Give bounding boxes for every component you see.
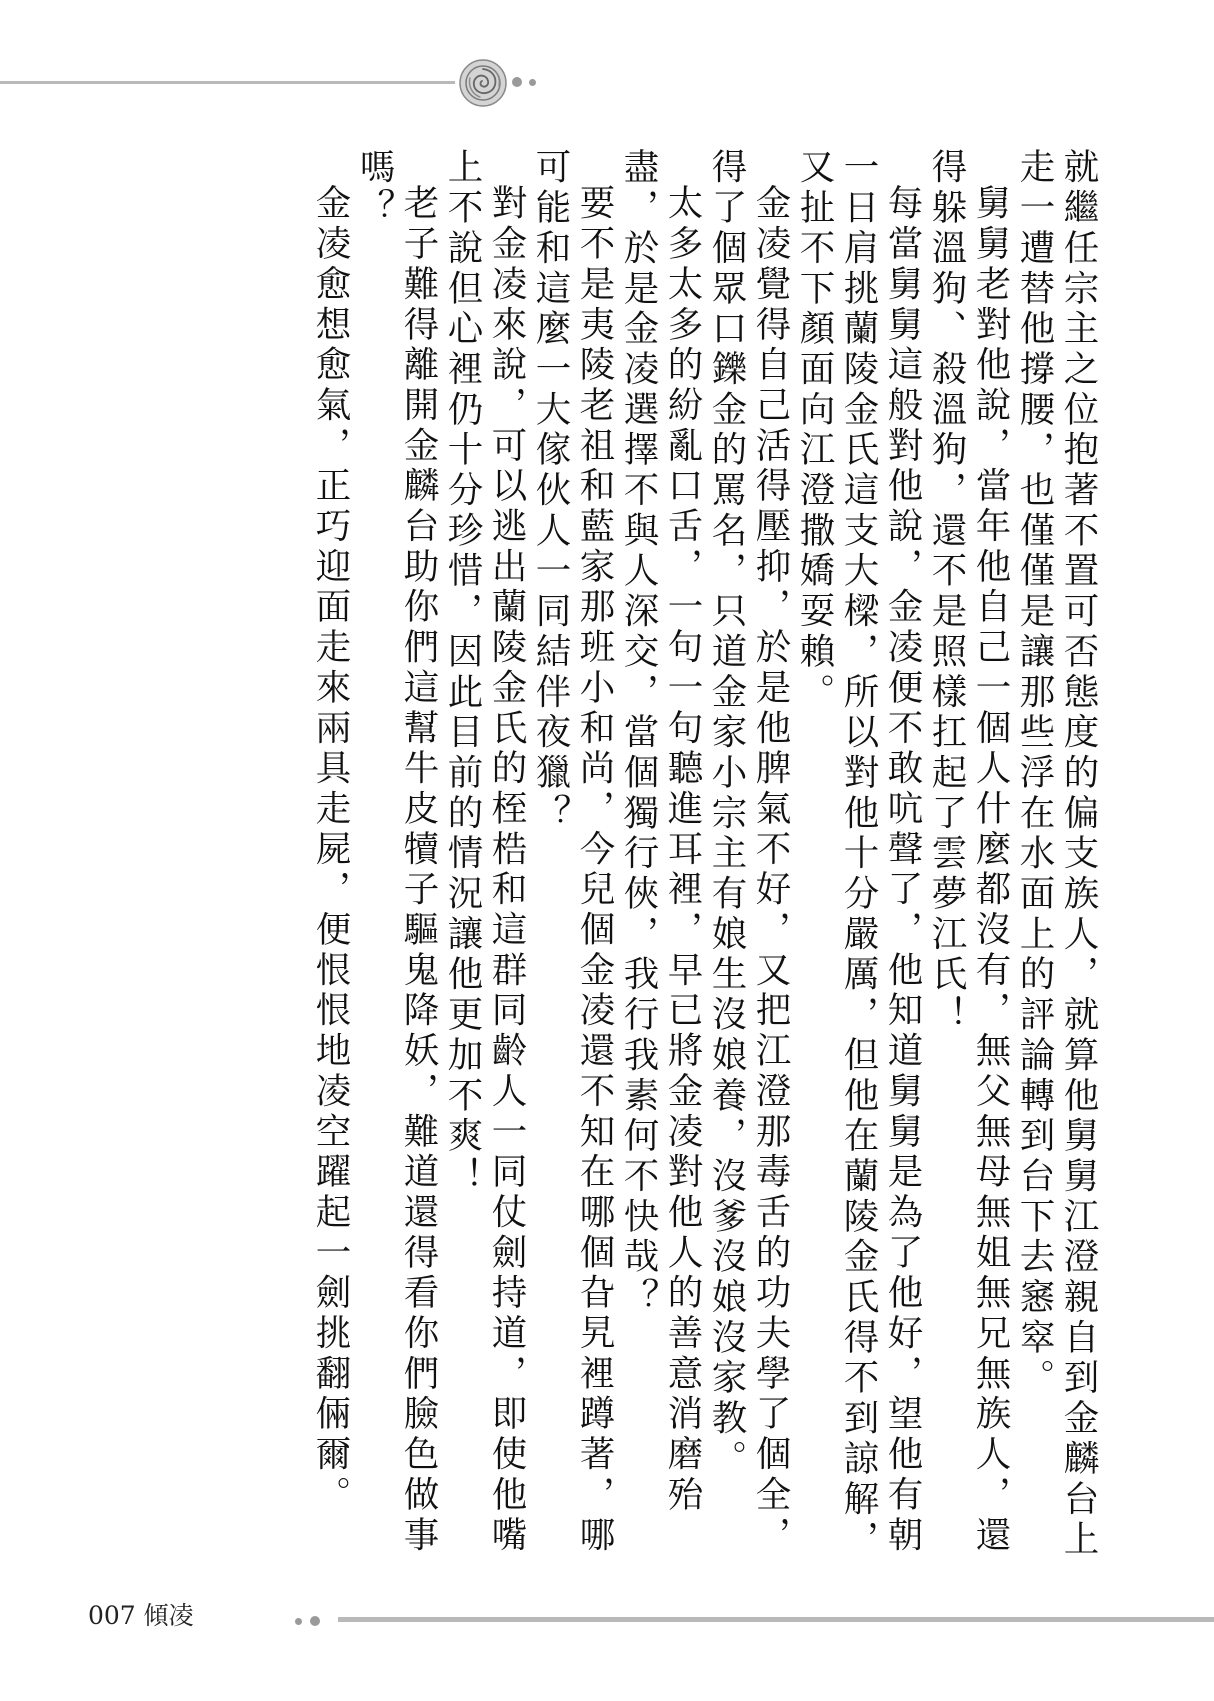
dot bbox=[310, 1616, 320, 1626]
paragraph: 金凌愈想愈氣，正巧迎面走來兩具走屍，便恨恨地凌空躍起一劍挑翻倆爾。 bbox=[310, 183, 351, 1516]
paragraph: 老子難得離開金麟台助你們這幫牛皮犢子驅鬼降妖，難道還得看你們臉色做事嗎？ bbox=[354, 148, 439, 1556]
body-text bbox=[310, 148, 1100, 1563]
dot bbox=[512, 77, 522, 87]
paragraph: 每當舅舅這般對他說，金凌便不敢吭聲了，他知道舅舅是為了他好，望他有朝一日肩挑蘭陵金氏這支大樑，所以對他十分嚴厲，但他在蘭陵金氏得不到諒解，又扯不下顏面向江澄撒嬌耍賴。 bbox=[794, 148, 923, 1561]
paragraph: 就繼任宗主之位抱著不置可否態度的偏支族人，就算他舅舅江澄親自到金麟台上走一遭替他撐腰，也僅僅是讓那些浮在水面上的評論轉到台下去窸窣。 bbox=[1014, 148, 1099, 1561]
book-title: 傾凌 bbox=[143, 1601, 194, 1630]
dot bbox=[295, 1618, 302, 1625]
top-rule bbox=[0, 81, 455, 84]
page-number: 007 bbox=[88, 1601, 136, 1630]
dot bbox=[529, 79, 536, 86]
paragraph: 太多太多的紛亂口舌，一句一句聽進耳裡，早已將金凌對他人的善意消磨殆盡，於是金凌選擇不與人深交，當個獨行俠，我行我素何不快哉？ bbox=[618, 148, 703, 1516]
paragraph: 對金凌來說，可以逃出蘭陵金氏的桎梏和這群同齡人一同仗劍持道，即使他嘴上不說但心裡仍十分珍惜，因此目前的情況讓他更加不爽！ bbox=[442, 148, 527, 1556]
rose-emblem-icon bbox=[458, 58, 508, 108]
bottom-rule bbox=[338, 1617, 1214, 1622]
page-footer bbox=[88, 1596, 194, 1632]
paragraph: 舅舅老對他說，當年他自己一個人什麼都沒有，無父無母無姐無兄無族人，還得躲溫狗、殺溫狗，還不是照樣扛起了雲夢江氏！ bbox=[926, 148, 1011, 1556]
paragraph: 金凌覺得自己活得壓抑，於是他脾氣不好，又把江澄那毒舌的功夫學了個全，得了個眾口鑠金的罵名，只道金家小宗主有娘生沒娘養，沒爹沒娘沒家教。 bbox=[706, 148, 791, 1556]
paragraph: 要不是夷陵老祖和藍家那班小和尚，今兒個金凌還不知在哪個旮旯裡蹲著，哪可能和這麼一大傢伙人一同結伴夜獵？ bbox=[530, 148, 615, 1556]
